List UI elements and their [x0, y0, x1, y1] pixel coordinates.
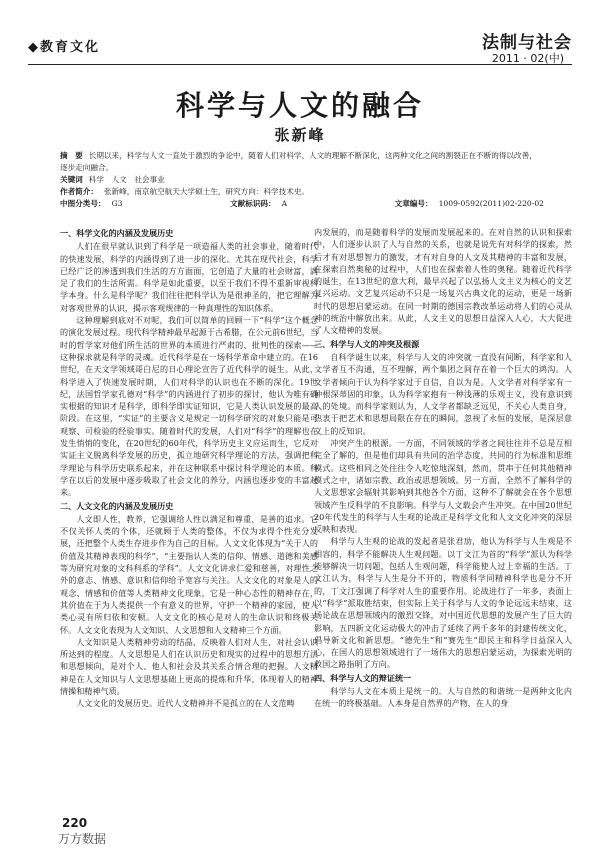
keywords-text: 科学 人文 社会事业	[88, 175, 165, 184]
doc-code-value: A	[281, 199, 288, 208]
body-paragraph: 人文文化的发展历史。近代人文精神并不是孤立的在人文范畴	[76, 698, 295, 709]
issue-label: 2011 · 02(中)	[491, 52, 564, 65]
body-paragraph: 科学与人文在本质上是统一的。人与自然的和谐统一是两种文化内在统一的终极基础。人本身是自然界的产物，在人的身	[314, 685, 572, 709]
journal-name: 法制与社会	[482, 33, 572, 53]
left-column	[60, 226, 318, 816]
body-paragraph: 人文知识是人类精神劳动的结晶，反映着人们对人生，对社会认识所达到的程度。人文思想是人们在认识历史和现实的过程中的思想方法和思想倾向，是对个人、他人和社会及其关系合情合理的把握。人文精神是在人文知识与人文思想基础上更高的提炼和升华，体现着人的精神情操和精神气质。	[60, 636, 318, 696]
article-no-value: 1009-0592(2011)02-220-02	[438, 199, 544, 208]
body-paragraph: 这种理解到底对不对呢，我们可以简单的回顾一下“科学”这个概念的演化发展过程。现代科学精神最早起源于古希腊，在公元前6世纪，当时的哲学家对他们所生活的世界的本质进行严肃的、批判性的探索——这种探求就是科学的灵魂。近代科学是在一场科学革命中建立的。在16世纪，在天文学领域哥白尼的日心理论宣告了近代科学的诞生。从此，科学进入了快速发展时期，人们对科学的认识也在不断的深化。19世纪，法国哲学家孔德对“科学”的内涵进行了初步的探讨，他认为唯有确实根据的知识才是科学，即科学即实证知识，它是人类认识发展的最高阶段。在这里，“实证”的主要含义是规定一切科学研究的对象只能是可观察、可检验的经验事实。随着时代的发展，人们对“科学”的理解也在发生悄悄的变化，在20世纪的60年代，科学历史主义应运而生，它反对实证主义脱离科学发展的历史，孤立地研究科学理论的方法，强调把科学理论与科学历史联系起来，并在这种联系中探讨科学理论的本质。科学在以后的发展中逐步吸取了社会文化的养分，内涵也逐步变的丰富起来。	[60, 315, 318, 498]
author-info-text: 张新峰，南京航空航天大学硕士生，研究方向：科学技术史。	[103, 187, 309, 196]
watermark: 万方数据	[58, 832, 107, 846]
right-column	[314, 226, 572, 816]
article-title: 科学与人文的融合	[175, 89, 424, 122]
section-heading: 二、人文文化的内涵及发展历史	[60, 500, 174, 511]
abstract	[60, 150, 544, 174]
doc-code-label: 文献标识码：	[230, 199, 276, 208]
section-heading: 一、科学文化的内涵及发展历史	[60, 228, 174, 238]
body-paragraph: 人们在很早就认识到了科学是一项造福人类的社会事业，随着时代的快速发展，科学的内涵得到了进一步的深化。尤其在现代社会，科学已经广泛的渗透到我们生活的方方面面，它创造了大量的社会财富，满足了我们的生活所需。科学是如此重要，以至于我们不得不重新审视科学本身。什么是科学呢？我们往往把科学认为是很神圣的，把它理解为对客观世界的认识，揭示客观规律的一种真理性的知识体系。	[60, 241, 318, 313]
clc-label: 中图分类号：	[60, 199, 106, 208]
keywords	[60, 174, 544, 186]
body-paragraph: 科学与人生观的论战的发起者是张君劢，他认为科学与人生观是不相容的，科学不能解决人生观问题。以丁文江为首的“科学”派认为科学能够解决一切问题，包括人生观问题，科学能使人过上幸福的生活。丁文江认为，科学与人生是分不开的，物质科学同精神科学也是分不开的，丁文江强调了科学对人生的重要作用。论战进行了一年多，表面上以“科学”派取胜结束，但实际上关于科学与人文的争论远远未结束，这场论战在思想领域内的激烈交锋，对中国近代思想的发展产生了巨大的影响，五四新文化运动极大的冲击了延续了两千多年的封建传统文化，倡导新文化和新思想。“德先生”和“赛先生”即民主和科学日益深入人心，在国人的思想领域进行了一场伟大的思想启蒙运动，为探索光明的救国之路指明了方向。	[314, 536, 572, 670]
body-paragraph: 自科学诞生以来，科学与人文的冲突就一直没有间断，科学家和人文学者互不沟通，互不理解，两个集团之间存在着一个巨大的鸿沟。人文学者倾向于认为科学家过于自信，自以为是。人文学者对科学家有一种根深蒂固的印象，认为科学家抱有一种浅薄的乐观主义，没有意识到人的处境。而科学家则认为，人文学者都缺乏远见，不关心人类自身，热衷于把艺术和思想局限在存在的瞬间，忽视了永恒的发展，是深层意义上的反知识。	[314, 351, 572, 436]
body-paragraph: 冲突产生的根源。一方面，不同领域的学者之间往往并不总是互相完全了解的，但是他们却具有共同的治学态度，共同的行为标准和思维模式。这些相同之处往往令人吃惊地深刻，然而，贯串于任何其他精神模式之中，诸如宗教、政治或思想领域。另一方面，全然不了解科学的人文思想家会辐射其影响到其他各个方面，这种不了解就会在各个思想领域产生反科学的不良影响。科学与人文载会产生冲突。在中国20世纪20年代发生的科学与人生观的论战正是科学文化和人文文化冲突的深层反映和表现。	[314, 438, 572, 535]
article-author: 张新峰	[274, 126, 326, 144]
section-heading: 四、科学与人文的辩证统一	[314, 672, 412, 683]
classification-row	[60, 198, 544, 210]
article-no	[395, 198, 544, 210]
keywords-label: 关键词	[60, 175, 83, 184]
author-info-label: 作者简介：	[60, 187, 98, 196]
header-rule	[28, 64, 572, 65]
clc-value: G3	[111, 199, 123, 208]
section-label: ◆教育文化	[28, 40, 100, 55]
clc	[60, 198, 122, 210]
author-info	[60, 186, 544, 198]
article-meta	[60, 150, 544, 210]
article-no-label: 文章编号：	[394, 199, 433, 208]
abstract-text: 长期以来，科学与人文一直处于激烈的争论中，随着人们对科学、人文的理解不断深化，这两种文化之间的割裂正在不断的得以改善，逐步走向融合。	[60, 151, 537, 172]
body-paragraph: 内发展的，而是随着科学的发展而发展起来的。在对自然的认识和探索中，人们逐步认识了人与自然的关系，也就是说先有对科学的探索，然后才有对思想智力的激发，才有对自身的人文及其精神的丰富和发展，在探索自然奥秘的过程中，人们也在探索着人性的奥秘。随着近代科学的诞生，在13世纪的意大利，最早兴起了以弘扬人文主义为核心的文艺复兴运动。文艺复兴运动不只是一场复兴古典文化的运动，更是一场新时代的思想启蒙运动。在同一时期的德国宗教改革运动将人们的心灵从神的统治中解放出来。从此，人文主义的思想日益深入人心，大大促进了人文精神的发展。	[314, 227, 572, 336]
doc-code	[230, 198, 287, 210]
abstract-label: 摘 要	[60, 151, 83, 160]
section-heading: 三、科学与人文的冲突及根源	[314, 338, 420, 349]
body-paragraph: 人文即人性，教养，它强调给人性以满足和尊重，是善的追求。它不仅关怀人类的个体，还就顾于人类的整体，不仅为求得个性充分发展，还把整个人类生存进步作为自己的目标。人文文化体现为“关于人的价值及其精神表现的科学”，“主要指认人类的信仰、情感、道德和美感等为研究对象的文科科系的学科”。人文文化讲求仁爱和慈善，对理性之外的意志、情感、意识和信仰给予宽容与关注。人文文化的对象是人的观念、情感和价值等人类精神文化现象，它是一种心态性的精神存在，其价值在于为人类提供一个有意义的世界，守护一个精神的家园，使人类心灵有所归依和安顿。人文文化的核心是对人的生命认识和终极关怀。人文文化表现为人文知识、人文思想和人文精神三个方面。	[60, 513, 318, 635]
page-number: 220	[62, 816, 88, 830]
